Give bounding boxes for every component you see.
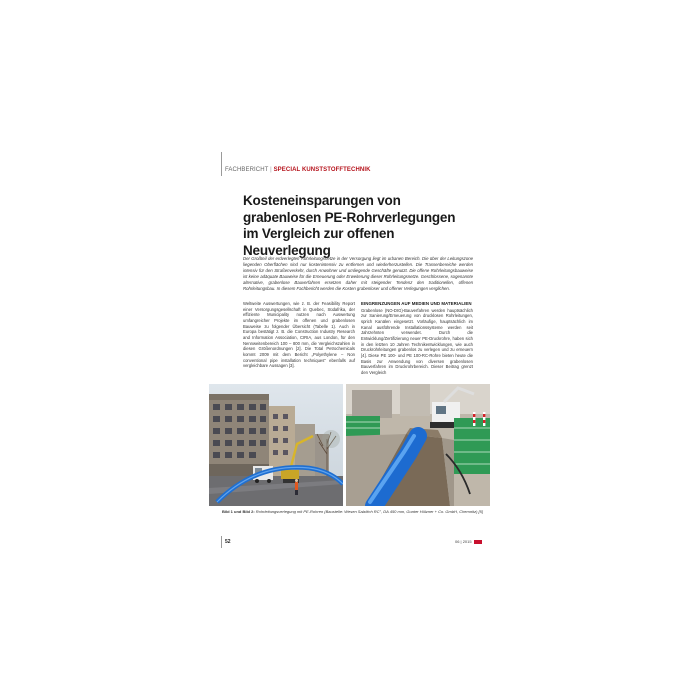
text-column-left bbox=[243, 301, 355, 369]
caption-text: Rohrleitungsverlegung mit PE-Rohren (Baustelle: Wesen Salzlitch RC", DA 450 mm, Gunter Hülzner + Co. GmbH, Chemnitz) [5] bbox=[255, 509, 483, 514]
column-right-heading: EINGRENZUNGEN AUF MEDIEN UND MATERIALIEN bbox=[361, 301, 472, 306]
column-left-paragraph: Weltweite Auswertungen, wie z. B. der Feasibility Report einer Versorgungsgesellschaft in Quebec, Südafrika, der effiziente Municipality nutzen nach Auswertung umfangreicher Projekte im offenen und grabenlosen Bauweise zu folgender Übersicht (Tabelle 1). Auch in Europa bestätigt z. B. die Construction Industry Research and Information Association, CIRIA, aus London, für den Nennweitenbereich 100 – 800 mm, die Vergleichszahlen in diesen Größenordnungen [2]. Die Total Petrochemicals kommt 2009 mit dem Bericht „Polyethylene – Non conventional pipe installation techniques" ebenfalls auf vergleichbare Aussagen [3]. bbox=[243, 301, 355, 369]
magazine-logo-mark bbox=[474, 540, 482, 544]
article-lead: Der Großteil der erdverlegten Rohrleitungsnetze in der Versorgung liegt im urbanen Bereich. Die über der Leitungszone liegenden Oberflächen sind nur kostenintensiv zu entfernen und wiederherzustellen. Die Trassenbereiche werden intensiv für den Straßenverkehr, durch Anwohner und umliegende Geschäfte genutzt. Die offene Rohrleitungsbauweise ist keine adäquate Bauweise für die Erneuerung oder Erweiterung dieser Rohrleitungsnetze. Geschlossene, sogenannte alternative, grabenlose Bauverfahren ersetzen daher mit steigender Tendenz den traditionellen, offenen Rohrleitungsbau. In diesem Fachbericht werden die Kosten grabenloser und offener Verlegungen verglichen. bbox=[243, 256, 473, 292]
photo-trench-pipe-installation bbox=[346, 384, 490, 506]
photo-caption bbox=[222, 509, 484, 515]
caption-label: Bild 1 und Bild 2: bbox=[222, 509, 255, 514]
photo-2-image bbox=[346, 384, 490, 506]
issue-label: 06 | 2015 bbox=[455, 539, 472, 544]
page-number-block bbox=[221, 536, 231, 548]
photo-street-pipe-installation bbox=[209, 384, 343, 506]
rubric-topic: SPECIAL KUNSTSTOFFTECHNIK bbox=[273, 167, 371, 173]
page-number: 52 bbox=[225, 539, 231, 545]
article-title: Kosteneinsparungen von grabenlosen PE-Rohrverlegungen im Vergleich zur offenen Neuverlegung bbox=[243, 193, 456, 258]
rubric-kind: FACHBERICHT bbox=[225, 167, 269, 173]
photo-1-image bbox=[209, 384, 343, 506]
footer-issue bbox=[455, 539, 482, 544]
rubric-separator: | bbox=[270, 167, 272, 173]
column-right-paragraph: Grabenlose (NO-DIG)-Bauverfahren werden hauptsächlich zur Sanierung/Erneuerung von drucklosen Rohrleitungen, sprich Kanälen eingesetzt. Vorläufige, hauptsächlich im Kanal ausführende Installationssysteme werden seit Jahrzehnten verwendet. Durch die Entwicklung/Zertifizierung neuer PE-Druckrohre, haben sich in den letzten 10 Jahren Technikentwicklungen, wie auch Druckrohrleitungen grabenlos zu verlegen und zu erneuern [4]. Diese PE 100- und PE 100-RC-Rohre bieten heute die Basis zur Anwendung von diversen grabenlosen Bauverfahren im Druckrohrbereich. Dieser Beitrag grenzt den Vergleich bbox=[361, 307, 473, 375]
section-rubric bbox=[221, 152, 371, 176]
text-column-right bbox=[361, 301, 473, 376]
rubric-line bbox=[225, 167, 371, 173]
